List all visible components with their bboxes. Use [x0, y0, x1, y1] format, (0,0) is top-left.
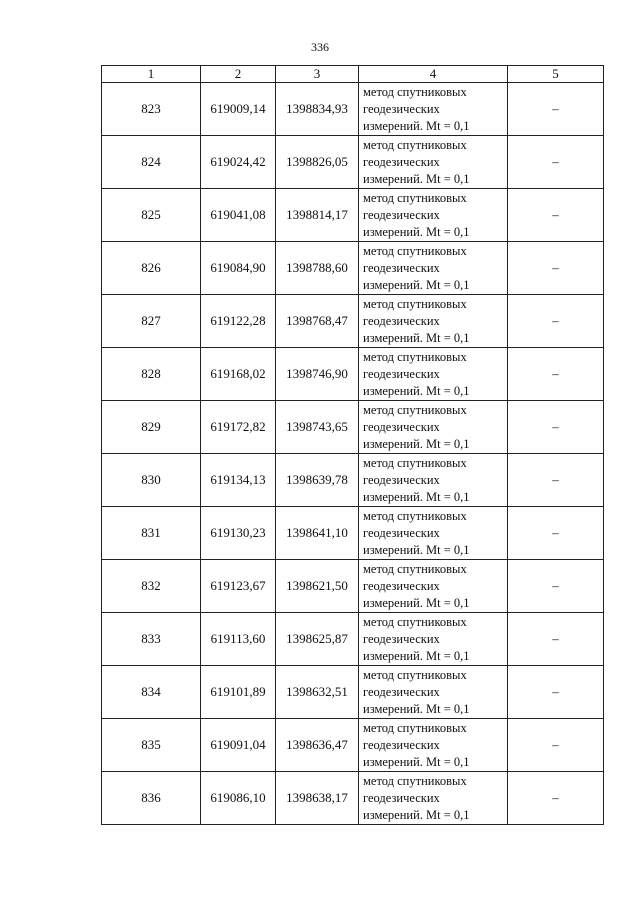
note-cell: –: [508, 454, 604, 507]
point-number-cell: 832: [102, 560, 201, 613]
x-coordinate-cell: 619086,10: [201, 772, 276, 825]
method-cell: [359, 295, 508, 348]
method-line: метод спутниковых: [363, 349, 467, 364]
note-cell: –: [508, 772, 604, 825]
method-line: геодезических: [363, 790, 440, 805]
method-line: измерений. Mt = 0,1: [363, 383, 470, 398]
method-line: метод спутниковых: [363, 137, 467, 152]
method-cell: [359, 454, 508, 507]
method-line: измерений. Mt = 0,1: [363, 224, 470, 239]
method-cell: [359, 666, 508, 719]
method-line: измерений. Mt = 0,1: [363, 701, 470, 716]
method-line: измерений. Mt = 0,1: [363, 648, 470, 663]
method-line: метод спутниковых: [363, 614, 467, 629]
method-line: измерений. Mt = 0,1: [363, 489, 470, 504]
method-line: геодезических: [363, 684, 440, 699]
x-coordinate-cell: 619009,14: [201, 83, 276, 136]
method-cell: [359, 772, 508, 825]
x-coordinate-cell: 619122,28: [201, 295, 276, 348]
note-cell: –: [508, 507, 604, 560]
method-line: геодезических: [363, 578, 440, 593]
note-cell: –: [508, 83, 604, 136]
note-cell: –: [508, 719, 604, 772]
point-number-cell: 835: [102, 719, 201, 772]
point-number-cell: 823: [102, 83, 201, 136]
note-cell: –: [508, 401, 604, 454]
point-number-cell: 825: [102, 189, 201, 242]
method-line: геодезических: [363, 472, 440, 487]
y-coordinate-cell: 1398788,60: [276, 242, 359, 295]
note-cell: –: [508, 189, 604, 242]
x-coordinate-cell: 619084,90: [201, 242, 276, 295]
method-line: метод спутниковых: [363, 402, 467, 417]
x-coordinate-cell: 619091,04: [201, 719, 276, 772]
table-row: [102, 136, 604, 189]
method-line: метод спутниковых: [363, 720, 467, 735]
method-cell: [359, 613, 508, 666]
y-coordinate-cell: 1398641,10: [276, 507, 359, 560]
method-line: измерений. Mt = 0,1: [363, 436, 470, 451]
table-header: [102, 66, 604, 83]
x-coordinate-cell: 619024,42: [201, 136, 276, 189]
method-line: геодезических: [363, 313, 440, 328]
header-col-1: 1: [102, 66, 201, 83]
table-row: [102, 401, 604, 454]
coordinates-table: [101, 65, 604, 825]
method-line: измерений. Mt = 0,1: [363, 277, 470, 292]
table-row: [102, 719, 604, 772]
table-row: [102, 295, 604, 348]
method-line: измерений. Mt = 0,1: [363, 754, 470, 769]
method-line: измерений. Mt = 0,1: [363, 171, 470, 186]
note-cell: –: [508, 295, 604, 348]
method-line: геодезических: [363, 260, 440, 275]
method-line: измерений. Mt = 0,1: [363, 330, 470, 345]
table-body: [102, 83, 604, 825]
method-line: метод спутниковых: [363, 667, 467, 682]
method-line: метод спутниковых: [363, 243, 467, 258]
note-cell: –: [508, 242, 604, 295]
y-coordinate-cell: 1398768,47: [276, 295, 359, 348]
method-line: измерений. Mt = 0,1: [363, 595, 470, 610]
y-coordinate-cell: 1398834,93: [276, 83, 359, 136]
table-row: [102, 189, 604, 242]
method-cell: [359, 136, 508, 189]
x-coordinate-cell: 619123,67: [201, 560, 276, 613]
header-row: [102, 66, 604, 83]
x-coordinate-cell: 619172,82: [201, 401, 276, 454]
method-line: геодезических: [363, 631, 440, 646]
y-coordinate-cell: 1398826,05: [276, 136, 359, 189]
table-row: [102, 348, 604, 401]
method-line: метод спутниковых: [363, 561, 467, 576]
table-row: [102, 454, 604, 507]
point-number-cell: 829: [102, 401, 201, 454]
point-number-cell: 834: [102, 666, 201, 719]
method-line: геодезических: [363, 366, 440, 381]
x-coordinate-cell: 619130,23: [201, 507, 276, 560]
table-row: [102, 83, 604, 136]
x-coordinate-cell: 619134,13: [201, 454, 276, 507]
header-col-5: 5: [508, 66, 604, 83]
method-line: метод спутниковых: [363, 190, 467, 205]
method-line: геодезических: [363, 154, 440, 169]
table-row: [102, 560, 604, 613]
method-cell: [359, 189, 508, 242]
x-coordinate-cell: 619101,89: [201, 666, 276, 719]
y-coordinate-cell: 1398632,51: [276, 666, 359, 719]
x-coordinate-cell: 619041,08: [201, 189, 276, 242]
note-cell: –: [508, 560, 604, 613]
point-number-cell: 828: [102, 348, 201, 401]
note-cell: –: [508, 666, 604, 719]
x-coordinate-cell: 619113,60: [201, 613, 276, 666]
method-line: геодезических: [363, 525, 440, 540]
method-cell: [359, 719, 508, 772]
header-col-2: 2: [201, 66, 276, 83]
method-line: измерений. Mt = 0,1: [363, 807, 470, 822]
table-row: [102, 242, 604, 295]
x-coordinate-cell: 619168,02: [201, 348, 276, 401]
method-line: измерений. Mt = 0,1: [363, 118, 470, 133]
table-row: [102, 613, 604, 666]
method-line: метод спутниковых: [363, 773, 467, 788]
point-number-cell: 824: [102, 136, 201, 189]
method-line: геодезических: [363, 419, 440, 434]
table-row: [102, 666, 604, 719]
y-coordinate-cell: 1398814,17: [276, 189, 359, 242]
method-cell: [359, 83, 508, 136]
page-number: 336: [311, 40, 329, 54]
method-line: измерений. Mt = 0,1: [363, 542, 470, 557]
note-cell: –: [508, 136, 604, 189]
y-coordinate-cell: 1398746,90: [276, 348, 359, 401]
method-cell: [359, 401, 508, 454]
table-row: [102, 772, 604, 825]
method-line: метод спутниковых: [363, 296, 467, 311]
note-cell: –: [508, 613, 604, 666]
point-number-cell: 827: [102, 295, 201, 348]
y-coordinate-cell: 1398625,87: [276, 613, 359, 666]
method-line: метод спутниковых: [363, 84, 467, 99]
note-cell: –: [508, 348, 604, 401]
point-number-cell: 830: [102, 454, 201, 507]
point-number-cell: 833: [102, 613, 201, 666]
method-cell: [359, 242, 508, 295]
method-cell: [359, 507, 508, 560]
method-line: геодезических: [363, 737, 440, 752]
y-coordinate-cell: 1398636,47: [276, 719, 359, 772]
y-coordinate-cell: 1398638,17: [276, 772, 359, 825]
method-cell: [359, 348, 508, 401]
y-coordinate-cell: 1398743,65: [276, 401, 359, 454]
point-number-cell: 831: [102, 507, 201, 560]
point-number-cell: 826: [102, 242, 201, 295]
table-row: [102, 507, 604, 560]
method-line: геодезических: [363, 101, 440, 116]
method-line: геодезических: [363, 207, 440, 222]
header-col-4: 4: [359, 66, 508, 83]
y-coordinate-cell: 1398639,78: [276, 454, 359, 507]
header-col-3: 3: [276, 66, 359, 83]
method-line: метод спутниковых: [363, 508, 467, 523]
y-coordinate-cell: 1398621,50: [276, 560, 359, 613]
point-number-cell: 836: [102, 772, 201, 825]
method-cell: [359, 560, 508, 613]
method-line: метод спутниковых: [363, 455, 467, 470]
